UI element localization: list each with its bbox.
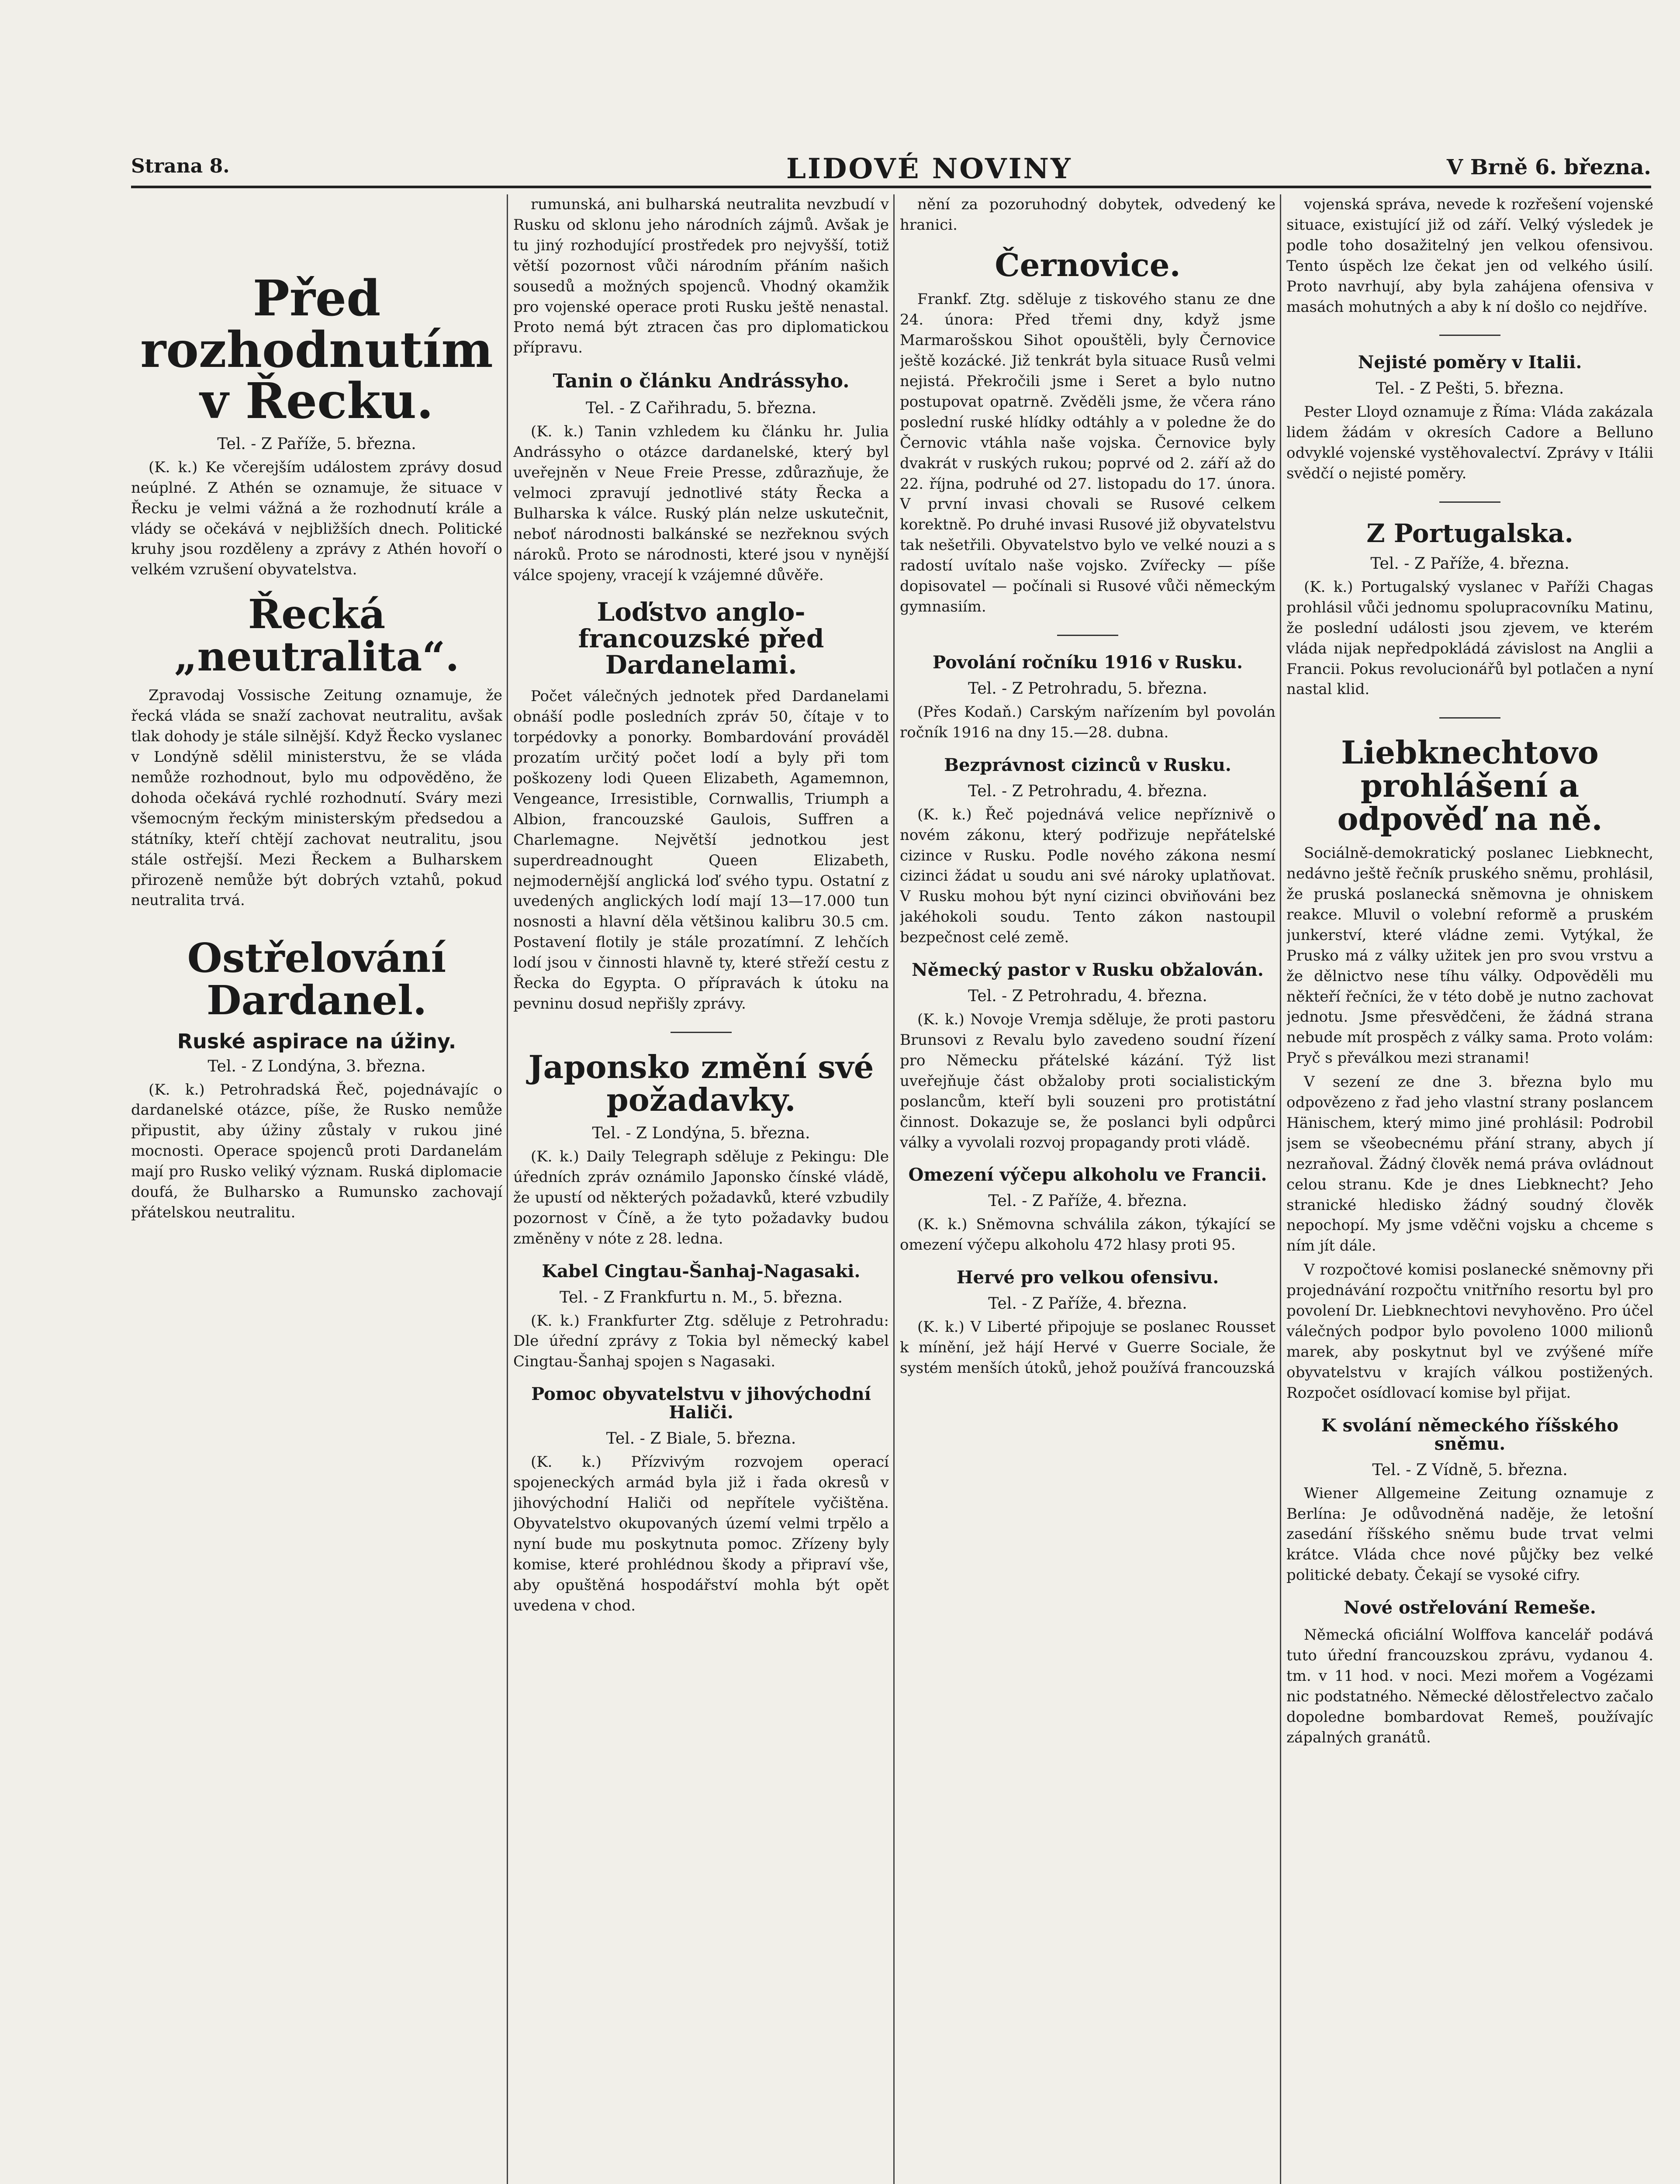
article-body: (K. k.) Portugalský vyslanec v Paříži Chagas prohlásil vůči jednomu spolupracovníku Matinu, že poslední události jsou zjevem, ve kterém vláda nijak nepředpokládá závislost na Anglii a Francii. Pokus revolucionářů byl potlačen a nyní nastal klid. — [1286, 578, 1653, 698]
article-body: Sociálně-demokratický poslanec Liebknecht, nedávno ještě řečník pruského sněmu, prohlásil, že pruská poslanecká sněmovna je ohniskem reakce. Mluvil o volební reformě a pruském junkerství, které vládne zemi. Vytýkal, že Prusko má z války užitek jen pro svou vrstvu a že dělnictvo nese tíhu války. Odpověděli mu někteří řečníci, že v této době je nutno zachovat jednotu. Jsme přesvědčeni, že žádná strana nebude mít prospěch z války sama. Proto volám: Pryč s převálkou mezi stranami! — [1286, 844, 1653, 1067]
article-body: rumunská, ani bulharská neutralita nevzbudí v Rusku od sklonu jeho národních zájmů. Avšak je tu jiný rozhodující prostředek pro nejvyšší, totiž větší pozornost vůči národním přáním našich sousedů a možných spojenců. Vhodný okamžik pro vojenské operace proti Rusku ještě nenastal. Proto nemá být ztracen čas pro diplomatickou přípravu. — [513, 196, 889, 357]
dateline: Tel. - Z Petrohradu, 4. března. — [968, 782, 1207, 800]
article-body: Německá oficiální Wolffova kancelář podává tuto úřední francouzskou zprávu, vydanou 4. tm. v 11 hod. v noci. Mezi mořem a Vogézami nic podstatného. Německé dělostřelectvo začalo dopoledne bombardovat Remeš, používajíc zápalných granátů. — [1286, 1626, 1653, 1746]
divider — [671, 1032, 732, 1033]
article-headline: Bezprávnost cizinců v Rusku. — [944, 754, 1231, 775]
article-body: (K. k.) Novoje Vremja sděluje, že proti pastoru Brunsovi z Revalu bylo zavedeno soudní řízení pro Německu přátelské kázání. Týž list uveřejňuje část obžaloby proti socialistickým poslancům, kteří byli souzeni pro protistátní činnost. Dokazuje se, že poslanci byli odpůrci války a vyvolali rozvoj propagandy proti vládě. — [900, 1011, 1276, 1151]
article-headline: Z Portugalska. — [1366, 518, 1573, 549]
divider — [1439, 501, 1500, 503]
article-body: (K. k.) Ke včerejším událostem zprávy dosud neúplné. Z Athén se oznamuje, že situace v Řecku je velmi vážná a že rozhodnutí krále a vlády se očekává v nejbližších dnech. Politické kruhy jsou rozděleny a zprávy z Athén hovoří o velkém vzrušení obyvatelstva. — [131, 458, 502, 579]
dateline: Tel. - Z Frankfurtu n. M., 5. března. — [559, 1288, 843, 1306]
dateline: Tel. - Z Paříže, 4. března. — [1370, 554, 1569, 573]
article-body: Pester Lloyd oznamuje z Říma: Vláda zakázala lidem žádám v okresích Cadore a Belluno odvyklé vojenské vystěhovalectví. Zprávy v Itálii svědčí o nejisté poměry. — [1286, 403, 1653, 483]
article-headline: Pomoc obyvatelstvu v jihovýchodní Haliči. — [531, 1384, 871, 1423]
column-rule — [1280, 194, 1281, 2184]
article-headline: Japonsko změní své požadavky. — [528, 1048, 874, 1119]
article-body: vojenská správa, nevede k rozřešení vojenské situace, existující již od září. Velký výsledek je podle toho dosažitelný jen velkou ofensivou. Tento úspěch lze čekat jen od velkého úsilí. Proto navrhují, aby byla zahájena ofensiva v masách mohutných a aby k ní došlo co nejdříve. — [1286, 196, 1653, 316]
article-body: (K. k.) V Liberté připojuje se poslanec Rousset k mínění, jež hájí Hervé v Guerre Sociale, že systém menších útoků, jehož používá francouzská — [900, 1318, 1276, 1377]
article-headline: Kabel Cingtau-Šanhaj-Nagasaki. — [542, 1261, 861, 1282]
article-body: (K. k.) Sněmovna schválila zákon, týkající se omezení výčepu alkoholu 472 hlasy proti 95. — [900, 1216, 1276, 1254]
article-body: V rozpočtové komisi poslanecké sněmovny při projednávání rozpočtu vnitřního resortu byl pro povolení Dr. Liebknechtovi nevyhověno. Pro účel válečných podpor bylo povoleno 1000 milionů marek, aby poskytnut byl ve zvýšené míře obyvatelstvu v krajích válkou postižených. Rozpočet osídlovací komise byl přijat. — [1286, 1261, 1653, 1402]
dateline: Tel. - Z Paříže, 4. března. — [988, 1295, 1187, 1313]
article-headline: Hervé pro velkou ofensivu. — [956, 1267, 1219, 1288]
article-subheadline: Ruské aspirace na úžiny. — [177, 1029, 456, 1053]
article-headline: Omezení výčepu alkoholu ve Francii. — [908, 1165, 1267, 1185]
article-headline: Ostřelování Dardanel. — [187, 934, 446, 1024]
article-body: Počet válečných jednotek před Dardanelami obnáší podle posledních zpráv 50, čítaje v to torpédovky a ponorky. Bombardování prováděl prozatím určitý počet lodí a byly při tom poškozeny lodi Queen Elizabeth, Agamemnon, Vengeance, Irresistible, Cornwallis, Triumph a Albion, francouzské Gaulois, Suffren a Charlemagne. Největší jednotkou jest superdreadnought Queen Elizabeth, nejmodernější anglická loď svého typu. Ostatní z uvedených anglických lodí mají 13—17.000 tun nosnosti a hlavní děla většinou kalibru 30.5 cm. Postavení flotily je stále prozatímní. Z lehčích lodí jsou v činnosti hlavně ty, které střeží cestu z Řecka do Egypta. O přípravách k útoku na pevninu dosud nepřišly zprávy. — [513, 688, 889, 1013]
column-4 — [1286, 194, 1653, 2184]
article-body: Wiener Allgemeine Zeitung oznamuje z Berlína: Je odůvodněná naděje, že letošní zasedání říšského sněmu bude trvat velmi krátce. Vláda chce nové půjčky bez velké politické debaty. Čekají se vysoké cifry. — [1286, 1484, 1653, 1584]
article-body: (K. k.) Daily Telegraph sděluje z Pekingu: Dle úředních zpráv oznámilo Japonsko čínské vládě, že upustí od některých požadavků, které vzbudily pozornost v Číně, a že tyto požadavky budou změněny v nóte z 28. ledna. — [513, 1148, 889, 1248]
article-body: (K. k.) Přízvivým rozvojem operací spojeneckých armád byla již i řada okresů v jihovýchodní Haliči od nepřítele vyčištěna. Obyvatelstvo okupovaných území velmi trpělo a nyní bude mu poskytnuta pomoc. Zřízeny byly komise, které prohlédnou škody a připraví vše, aby opuštěná hospodářství mohla být opět uvedena v chod. — [513, 1453, 889, 1614]
article-body: (K. k.) Frankfurter Ztg. sděluje z Petrohradu: Dle úřední zprávy z Tokia byl německý kabel Cingtau-Šanhaj spojen s Nagasaki. — [513, 1312, 889, 1371]
article-body: (Přes Kodaň.) Carským nařízením byl povolán ročník 1916 na dny 15.—28. dubna. — [900, 703, 1276, 741]
article-headline: Před rozhodnutím v Řecku. — [140, 270, 493, 430]
article-headline: Liebknechtovo prohlášení a odpověď na ně. — [1337, 734, 1603, 837]
article-headline: Povolání ročníku 1916 v Rusku. — [932, 652, 1243, 673]
article-body: nění za pozoruhodný dobytek, odvedený ke hranici. — [900, 196, 1276, 234]
article-headline: Černovice. — [995, 246, 1181, 283]
newspaper-title: LIDOVÉ NOVINY — [786, 152, 1072, 185]
article-body: Frankf. Ztg. sděluje z tiskového stanu ze dne 24. února: Před třemi dny, když jsme Marmarošskou Sihot opouštěli, byly Černovice ještě kozácké. Již tenkrát byla situace Rusů velmi nejistá. Překročili jsme i Seret a bylo nutno postupovat opatrně. Zvěděli jsme, že včera ráno poslední ruské hlídky odtáhly a v poledne že do Černovic vtáhla naše vojska. Černovice byly dvakrát v ruských rukou; poprvé od 2. září až do 22. října, podruhé od 27. listopadu do 17. února. V první invasi chovali se Rusové celkem korektně. Po druhé invasi Rusové již obyvatelstvu tak nešetřili. Obyvatelstvo bylo ve velké nouzi a s radostí uvítalo naše vojsko. Zvířecky — píše dopisovatel — počínali si Rusové vůči německým gymnasiím. — [900, 290, 1276, 615]
dateline: Tel. - Z Paříže, 4. března. — [988, 1192, 1187, 1210]
dateline: Tel. - Z Cařihradu, 5. března. — [585, 399, 817, 418]
dateline: Tel. - Z Vídně, 5. března. — [1372, 1461, 1568, 1479]
article-headline: Nejisté poměry v Italii. — [1358, 352, 1582, 373]
divider — [1439, 717, 1500, 719]
article-headline: Loďstvo anglo-francouzské před Dardanelami. — [578, 597, 824, 680]
divider — [1057, 635, 1118, 636]
dateline: Tel. - Z Biale, 5. března. — [606, 1430, 796, 1448]
column-rule — [893, 194, 895, 2184]
column-rule — [507, 194, 508, 2184]
article-body: (K. k.) Petrohradská Řeč, pojednávajíc o dardanelské otázce, píše, že Rusko nemůže připustit, aby úžiny zůstaly v rukou jiné mocnosti. Operace spojenců proti Dardanelám mají pro Rusko veliký význam. Ruská diplomacie doufá, že Bulharsko a Rumunsko zachovají přátelskou neutralitu. — [131, 1081, 502, 1221]
column-1 — [131, 194, 502, 2184]
article-body: (K. k.) Tanin vzhledem ku článku hr. Julia Andrássyho o otázce dardanelské, který byl uveřejněn v Neue Freie Presse, zdůrazňuje, že velmoci zpravují jednotlivé státy Řecka a Bulharska k válce. Ruský plán nelze uskutečnit, neboť národnosti balkánské se nezřeknou svých nároků. Proto se národnosti, které jsou v nynější válce spojeny, vracejí k vzájemné důvěře. — [513, 423, 889, 584]
article-headline: K svolání německého říšského sněmu. — [1321, 1415, 1619, 1454]
dateline: Tel. - Z Londýna, 5. března. — [592, 1124, 810, 1143]
article-headline: Tanin o článku Andrássyho. — [553, 370, 850, 393]
dateline: Tel. - Z Petrohradu, 5. března. — [968, 679, 1207, 698]
dateline: Tel. - Z Petrohradu, 4. března. — [968, 987, 1207, 1006]
dateline: Tel. - Z Londýna, 3. března. — [207, 1057, 426, 1075]
page-label: Strana 8. — [131, 155, 230, 177]
column-2 — [513, 194, 889, 2184]
column-3 — [900, 194, 1276, 2184]
article-headline: Řecká „neutralita“. — [174, 591, 460, 680]
masthead — [131, 152, 1651, 188]
article-body: Zpravodaj Vossische Zeitung oznamuje, že řecká vláda se snaží zachovat neutralitu, avšak tlak dohody je stále silnější. Když Řecko vyslanec v Londýně sdělil ministerstvu, že se vláda nemůže rozhodnout, bylo mu odpověděno, že dohoda očekává rychlé rozhodnutí. Sváry mezi všemocným řeckým ministerským předsedou a státníky, kteří chtějí zachovat neutralitu, jsou stále ostřejší. Mezi Řeckem a Bulharskem přirozeně nemůže být dobrých vztahů, pokud neutralita trvá. — [131, 687, 502, 909]
article-body: V sezení ze dne 3. března bylo mu odpovězeno z řad jeho vlastní strany poslancem Hänischem, který mimo jiné prohlásil: Podrobil jsem se všeobecnému přání strany, abych jí nezraňoval. Žádný člověk nemá práva ovládnout celou stranu. Kde je dnes Liebknecht? Jeho stranické hledisko žádný soudný člověk nepochopí. My jsme vděčni vojsku a chceme s ním jít dále. — [1286, 1073, 1653, 1255]
article-headline: Německý pastor v Rusku obžalován. — [912, 960, 1264, 981]
issue-date: V Brně 6. března. — [1446, 155, 1651, 180]
dateline: Tel. - Z Paříže, 5. března. — [217, 435, 416, 453]
dateline: Tel. - Z Pešti, 5. března. — [1376, 380, 1564, 398]
article-body: (K. k.) Řeč pojednává velice nepříznivě o novém zákonu, který podřizuje nepřátelské cizince v Rusku. Podle nového zákona nesmí cizinci žádat u soudu ani své nároky uplatňovat. V Rusku mohou být nyní cizinci obviňováni bez jakéhokoli soudu. Tento zákon nastoupil bezpečnost celé země. — [900, 805, 1276, 947]
divider — [1439, 335, 1500, 336]
article-headline: Nové ostřelování Remeše. — [1344, 1597, 1596, 1618]
